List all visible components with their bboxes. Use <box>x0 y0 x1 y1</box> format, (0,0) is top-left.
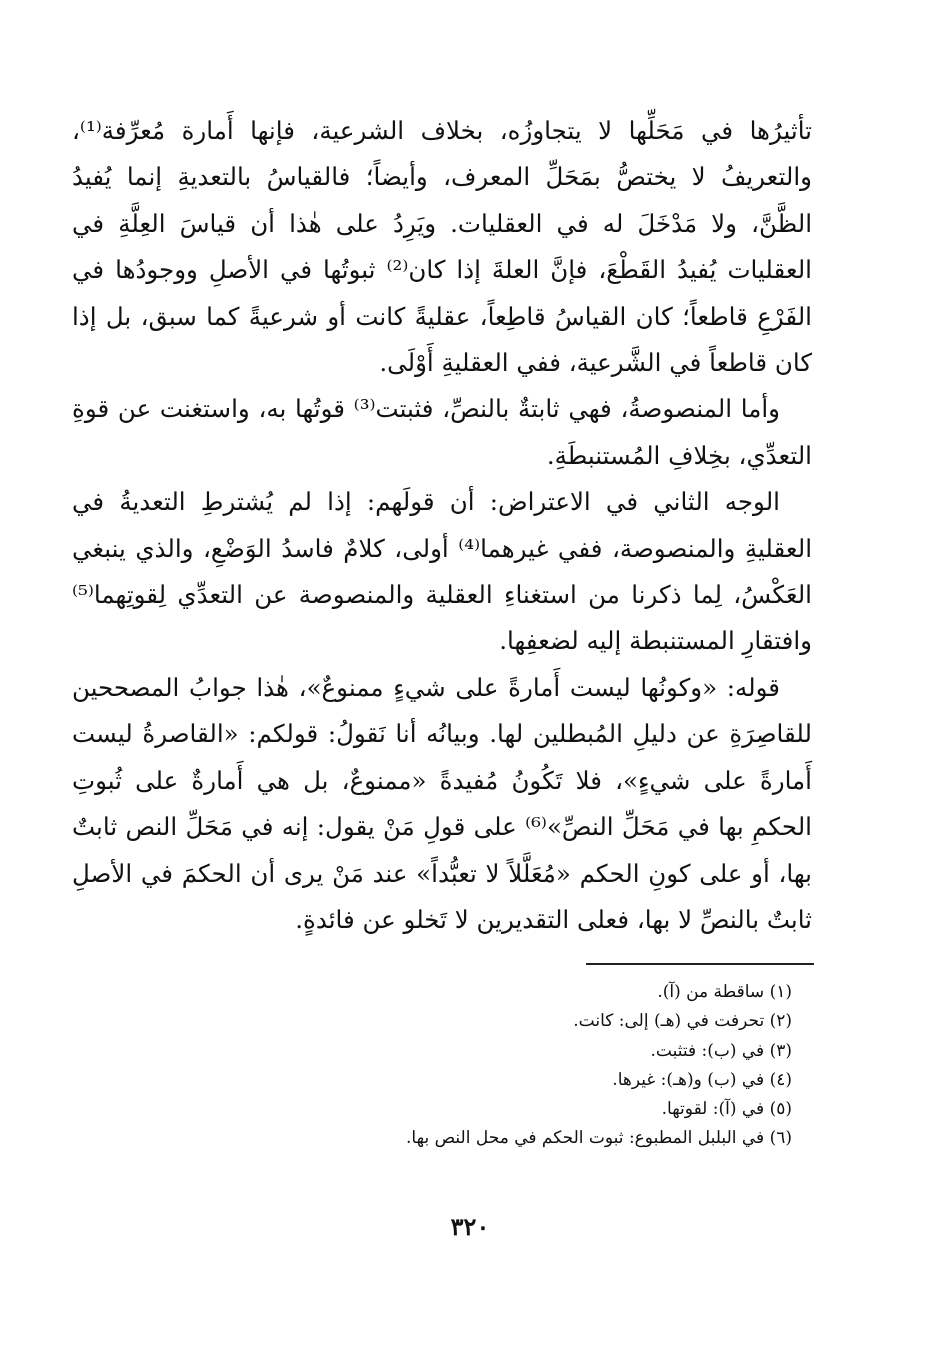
main-text-body <box>72 108 812 943</box>
footnote-separator <box>586 963 814 965</box>
footnote-3: (٣) في (ب): فتثبت. <box>650 1040 792 1061</box>
footnotes-list <box>172 978 792 1154</box>
paragraph-3: الوجه الثاني في الاعتراض: أن قولَهم: إذا لم يُشترطِ التعديةُ في العقليةِ والمنصوصة، ففي غيرهما⁽⁴⁾ أولى، كلامٌ فاسدُ الوَضْعِ، والذي ينبغي العَكْسُ، لِما ذكرنا من استغناءِ العقلية والمنصوصة عن التعدِّي لِقوتِهما⁽⁵⁾ وافتقارِ المستنبطة إليه لضعفِها. <box>72 487 813 656</box>
footnote-4: (٤) في (ب) و(هـ): غيرها. <box>612 1069 792 1090</box>
paragraph-4: قوله: «وكونُها ليست أَمارةً على شيءٍ ممنوعٌ»، هٰذا جوابُ المصححين للقاصِرَةِ عن دليلِ المُبطلين لها. وبيانُه أنا نَقولُ: قولكم: «القاصرةُ ليست أَمارةً على شيءٍ»، فلا تَكُونُ مُفيدةً «ممنوعٌ، بل هي أَمارةٌ على ثُبوتِ الحكمِ بها في مَحَلِّ النصِّ»⁽⁶⁾ على قولِ مَنْ يقول: إنه في مَحَلِّ النص ثابتٌ بها، أو على كونِ الحكم «مُعَلَّلاً لا تعبُّداً» عند مَنْ يرى أن الحكمَ في الأصلِ ثابتٌ بالنصِّ لا بها، فعلى التقديرين لا تَخلو عن فائدةٍ. <box>72 672 812 934</box>
footnote-6: (٦) في البلبل المطبوع: ثبوت الحكم في محل النص بها. <box>406 1128 792 1149</box>
paragraph-2: وأما المنصوصةُ، فهي ثابتةٌ بالنصِّ، فثبتت⁽³⁾ قوتُها به، واستغنت عن قوةِ التعدِّي، بخِلافِ المُستنبطَةِ. <box>72 394 812 470</box>
paragraph-1: تأثيرُها في مَحَلِّها لا يتجاوزُه، بخلاف الشرعية، فإنها أَمارة مُعرِّفة⁽¹⁾، والتعريفُ لا يختصُّ بمَحَلِّ المعرف، وأيضاً؛ فالقياسُ بالتعديةِ إنما يُفيدُ الظَّنَّ، ولا مَدْخَلَ له في العقليات. ويَرِدُ على هٰذا أن قياسَ العِلَّةِ في العقليات يُفيدُ القَطْعَ، فإنَّ العلةَ إذا كان⁽²⁾ ثبوتُها في الأصلِ ووجودُها في الفَرْعِ قاطعاً؛ كان القياسُ قاطِعاً، عقليةً كانت أو شرعيةً كما سبق، بل إذا كان قاطعاً في الشَّرعية، ففي العقليةِ أَوْلَى. <box>72 116 812 378</box>
footnote-5: (٥) في (آ): لقوتها. <box>661 1099 792 1120</box>
footnote-1: (١) ساقطة من (آ). <box>657 982 792 1002</box>
footnote-2: (٢) تحرفت في (هـ) إلى: كانت. <box>573 1011 792 1032</box>
page-number: ٣٢٠ <box>450 1212 490 1241</box>
